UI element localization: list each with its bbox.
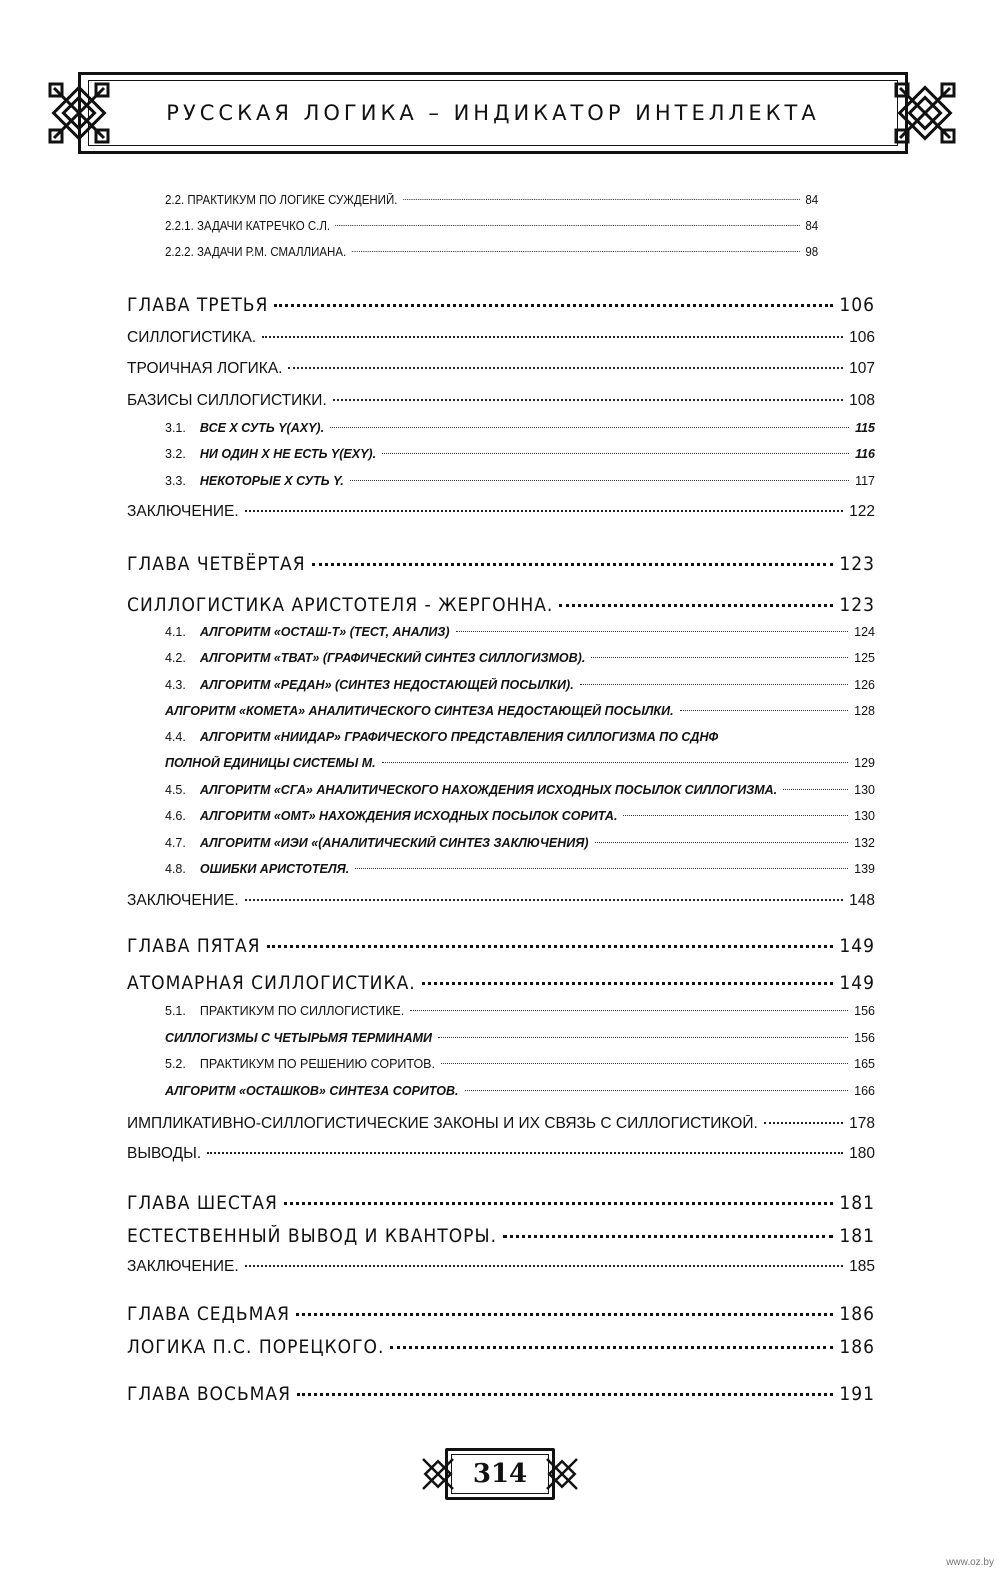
- toc-entry: [165, 219, 818, 233]
- running-title: РУССКАЯ ЛОГИКА – ИНДИКАТОР ИНТЕЛЛЕКТА: [166, 101, 820, 125]
- toc-entry: [127, 503, 875, 521]
- dot-leader: [245, 510, 843, 512]
- toc-page-number: 166: [854, 1084, 875, 1098]
- toc-chapter-entry: [127, 553, 875, 575]
- toc-entry: [165, 1057, 875, 1071]
- toc-entry-title: ОШИБКИ АРИСТОТЕЛЯ.: [199, 862, 350, 876]
- dot-leader: [559, 604, 833, 607]
- toc-entry-title: АЛГОРИТМ «КОМЕТА» АНАЛИТИЧЕСКОГО СИНТЕЗА НЕДОСТАЮЩЕЙ ПОСЫЛКИ.: [165, 704, 674, 718]
- toc-page-number: 123: [839, 553, 875, 575]
- toc-entry: [127, 1115, 875, 1133]
- toc-chapter-entry: [127, 594, 875, 616]
- toc-page-number: 124: [854, 625, 875, 639]
- dot-leader: [274, 304, 833, 307]
- toc-entry-number: 4.5.: [165, 783, 186, 797]
- toc-entry: [127, 1145, 875, 1163]
- toc-chapter-entry: [127, 1303, 875, 1325]
- toc-entry: [165, 730, 875, 744]
- toc-entry-title: ГЛАВА ТРЕТЬЯ: [127, 294, 269, 316]
- toc-entry-number: 5.1.: [165, 1004, 186, 1018]
- toc-entry-title: 2.2.1. ЗАДАЧИ КАТРЕЧКО С.Л.: [165, 219, 331, 233]
- toc-entry-title: ПРАКТИКУМ ПО СИЛЛОГИСТИКЕ.: [199, 1004, 405, 1018]
- toc-entry-title: АЛГОРИТМ «ОМТ» НАХОЖДЕНИЯ ИСХОДНЫХ ПОСЫЛОК СОРИТА.: [199, 809, 618, 823]
- toc-entry: [165, 1004, 875, 1018]
- toc-page-number: 125: [854, 651, 875, 665]
- toc-page-number: 156: [854, 1004, 875, 1018]
- toc-entry-number: 4.8.: [165, 862, 186, 876]
- toc-entry-title: ВЫВОДЫ.: [127, 1145, 202, 1162]
- dot-leader: [336, 225, 800, 226]
- toc-entry: [127, 892, 875, 910]
- toc-chapter-entry: [127, 1336, 875, 1358]
- toc-page-number: 149: [839, 935, 875, 957]
- toc-entry: [165, 421, 875, 435]
- toc-entry-title: ГЛАВА ЧЕТВЁРТАЯ: [127, 553, 306, 575]
- toc-page-number: 122: [849, 503, 875, 520]
- toc-entry-title: НЕКОТОРЫЕ Х СУТЬ Y.: [199, 474, 344, 488]
- toc-entry: [165, 245, 818, 259]
- toc-entry-number: 4.4.: [165, 730, 186, 744]
- toc-page-number: 98: [805, 245, 819, 259]
- toc-entry: [165, 783, 875, 797]
- dot-leader: [352, 251, 800, 252]
- toc-entry-title: ЛОГИКА П.С. ПОРЕЦКОГО.: [127, 1336, 385, 1358]
- dot-leader: [456, 631, 849, 632]
- dot-leader: [623, 815, 848, 816]
- toc-entry: [165, 1031, 875, 1045]
- toc-entry-title: СИЛЛОГИЗМЫ С ЧЕТЫРЬМЯ ТЕРМИНАМИ: [165, 1031, 433, 1045]
- dot-leader: [465, 1090, 849, 1091]
- toc-entry: [165, 625, 875, 639]
- dot-leader: [382, 762, 849, 763]
- dot-leader: [503, 1235, 833, 1238]
- watermark: www.oz.by: [946, 1557, 994, 1568]
- toc-entry-title: 2.2.2. ЗАДАЧИ Р.М. СМАЛЛИАНА.: [165, 245, 347, 259]
- dot-leader: [680, 710, 849, 711]
- toc-entry: [165, 447, 875, 461]
- toc-entry: [165, 1084, 875, 1098]
- toc-page-number: 149: [839, 972, 875, 994]
- toc-entry-title: АЛГОРИТМ «ОСТАШ-Т» (ТЕСТ, АНАЛИЗ): [199, 625, 450, 639]
- toc-entry-number: 4.6.: [165, 809, 186, 823]
- dot-leader: [262, 336, 843, 338]
- dot-leader: [245, 899, 843, 901]
- toc-page-number: 128: [854, 704, 875, 718]
- dot-leader: [390, 1346, 833, 1349]
- dot-leader: [355, 868, 848, 869]
- dot-leader: [403, 199, 800, 200]
- dot-leader: [333, 399, 843, 401]
- toc-entry-title: АЛГОРИТМ «ИЭИ «(АНАЛИТИЧЕСКИЙ СИНТЕЗ ЗАКЛЮЧЕНИЯ): [199, 836, 589, 850]
- toc-chapter-entry: [127, 1225, 875, 1247]
- toc-page-number: 84: [805, 219, 819, 233]
- page-footer: [0, 1440, 1000, 1520]
- toc-entry-title: ПРАКТИКУМ ПО РЕШЕНИЮ СОРИТОВ.: [199, 1057, 435, 1071]
- toc-entry: [165, 651, 875, 665]
- dot-leader: [438, 1037, 848, 1038]
- toc-entry: [165, 756, 875, 770]
- toc-page-number: 126: [854, 678, 875, 692]
- toc-entry-title: 2.2. ПРАКТИКУМ ПО ЛОГИКЕ СУЖДЕНИЙ.: [165, 193, 398, 207]
- toc-entry: [165, 809, 875, 823]
- toc-entry-title: ГЛАВА СЕДЬМАЯ: [127, 1303, 290, 1325]
- toc-entry-title: БАЗИСЫ СИЛЛОГИСТИКИ.: [127, 392, 327, 409]
- toc-entry-title: ПОЛНОЙ ЕДИНИЦЫ СИСТЕМЫ М.: [165, 756, 376, 770]
- toc-entry-number: 3.3.: [165, 474, 186, 488]
- dot-leader: [783, 789, 848, 790]
- toc-page-number: 178: [849, 1115, 875, 1132]
- toc-entry-title: ГЛАВА ШЕСТАЯ: [127, 1192, 278, 1214]
- toc-entry-number: 4.7.: [165, 836, 186, 850]
- toc-page-number: 106: [849, 329, 875, 346]
- toc-entry-title: АЛГОРИТМ «ОСТАШКОВ» СИНТЕЗА СОРИТОВ.: [165, 1084, 459, 1098]
- toc-entry-title: ЗАКЛЮЧЕНИЕ.: [127, 503, 239, 520]
- dot-leader: [284, 1202, 834, 1205]
- toc-entry: [127, 360, 875, 378]
- toc-entry-title: ГЛАВА ВОСЬМАЯ: [127, 1383, 291, 1405]
- toc-page-number: 180: [849, 1145, 875, 1162]
- dot-leader: [382, 453, 849, 454]
- toc-entry-title: ВСЕ Х СУТЬ Y(AXY).: [199, 421, 325, 435]
- toc-entry-title: СИЛЛОГИСТИКА.: [127, 329, 257, 346]
- toc-entry-title: АЛГОРИТМ «РЕДАН» (СИНТЕЗ НЕДОСТАЮЩЕЙ ПОСЫЛКИ).: [199, 678, 574, 692]
- toc-entry-title: ЕСТЕСТВЕННЫЙ ВЫВОД И КВАНТОРЫ.: [127, 1225, 497, 1247]
- toc-entry-title: ТРОИЧНАЯ ЛОГИКА.: [127, 360, 283, 377]
- dot-leader: [350, 480, 849, 481]
- toc-entry-title: АЛГОРИТМ «СГА» АНАЛИТИЧЕСКОГО НАХОЖДЕНИЯ ИСХОДНЫХ ПОСЫЛОК СИЛЛОГИЗМА.: [199, 783, 778, 797]
- toc-page-number: 107: [849, 360, 875, 377]
- dot-leader: [764, 1122, 843, 1124]
- dot-leader: [410, 1010, 848, 1011]
- toc-page-number: 123: [839, 594, 875, 616]
- toc-page-number: 130: [854, 783, 875, 797]
- toc-entry-number: 4.1.: [165, 625, 186, 639]
- page-number: 314: [472, 1459, 528, 1489]
- toc-page-number: 84: [805, 193, 819, 207]
- dot-leader: [297, 1393, 833, 1396]
- toc-chapter-entry: [127, 294, 875, 316]
- dot-leader: [245, 1265, 843, 1267]
- toc-entry: [127, 1258, 875, 1276]
- toc-page-number: 181: [839, 1225, 875, 1247]
- toc-page-number: 108: [849, 392, 875, 409]
- toc-page-number: 117: [855, 474, 875, 488]
- toc-entry-number: 5.2.: [165, 1057, 186, 1071]
- toc-page-number: 139: [854, 862, 875, 876]
- toc-page-number: 191: [839, 1383, 875, 1405]
- toc-entry-title: ЗАКЛЮЧЕНИЕ.: [127, 1258, 239, 1275]
- toc-page-number: 186: [839, 1303, 875, 1325]
- dot-leader: [296, 1313, 833, 1316]
- toc-page-number: 132: [854, 836, 875, 850]
- toc-page-number: 185: [849, 1258, 875, 1275]
- toc-page-number: 186: [839, 1336, 875, 1358]
- toc-entry: [165, 862, 875, 876]
- toc-page-number: 129: [854, 756, 875, 770]
- toc-chapter-entry: [127, 1192, 875, 1214]
- toc-entry-title: АЛГОРИТМ «ТВАТ» (ГРАФИЧЕСКИЙ СИНТЕЗ СИЛЛОГИЗМОВ).: [199, 651, 586, 665]
- toc-page-number: 165: [854, 1057, 875, 1071]
- dot-leader: [267, 945, 834, 948]
- toc-entry: [165, 474, 875, 488]
- toc-entry-number: 4.2.: [165, 651, 186, 665]
- toc-entry: [165, 193, 818, 207]
- dot-leader: [207, 1152, 843, 1154]
- toc-entry-title: ГЛАВА ПЯТАЯ: [127, 935, 261, 957]
- toc-entry: [165, 704, 875, 718]
- toc-entry-number: 4.3.: [165, 678, 186, 692]
- toc-chapter-entry: [127, 935, 875, 957]
- toc-page-number: 130: [854, 809, 875, 823]
- toc-chapter-entry: [127, 972, 875, 994]
- toc-page-number: 181: [839, 1192, 875, 1214]
- toc-entry: [165, 678, 875, 692]
- dot-leader: [591, 657, 848, 658]
- toc-entry-title: АТОМАРНАЯ СИЛЛОГИСТИКА.: [127, 972, 416, 994]
- toc-entry-title: НИ ОДИН Х НЕ ЕСТЬ Y(EXY).: [199, 447, 377, 461]
- toc-page-number: 115: [855, 421, 875, 435]
- toc-page-number: 106: [839, 294, 875, 316]
- toc-entry-title: СИЛЛОГИСТИКА АРИСТОТЕЛЯ - ЖЕРГОННА.: [127, 594, 554, 616]
- toc-entry-number: 3.1.: [165, 421, 186, 435]
- toc-entry-title: ИМПЛИКАТИВНО-СИЛЛОГИСТИЧЕСКИЕ ЗАКОНЫ И ИХ СВЯЗЬ С СИЛЛОГИСТИКОЙ.: [127, 1115, 758, 1132]
- toc-page-number: 156: [854, 1031, 875, 1045]
- dot-leader: [580, 684, 848, 685]
- toc-entry: [127, 392, 875, 410]
- toc-entry: [127, 329, 875, 347]
- dot-leader: [330, 427, 849, 428]
- toc-page-number: 148: [849, 892, 875, 909]
- toc-page-number: 116: [855, 447, 875, 461]
- toc-entry-number: 3.2.: [165, 447, 186, 461]
- toc-entry-title: АЛГОРИТМ «НИИДАР» ГРАФИЧЕСКОГО ПРЕДСТАВЛЕНИЯ СИЛЛОГИЗМА ПО СДНФ: [199, 730, 719, 744]
- toc-chapter-entry: [127, 1383, 875, 1405]
- toc-entry: [165, 836, 875, 850]
- dot-leader: [288, 367, 843, 369]
- dot-leader: [441, 1063, 848, 1064]
- toc-entry-title: ЗАКЛЮЧЕНИЕ.: [127, 892, 239, 909]
- dot-leader: [312, 563, 834, 566]
- dot-leader: [422, 982, 834, 985]
- dot-leader: [595, 842, 849, 843]
